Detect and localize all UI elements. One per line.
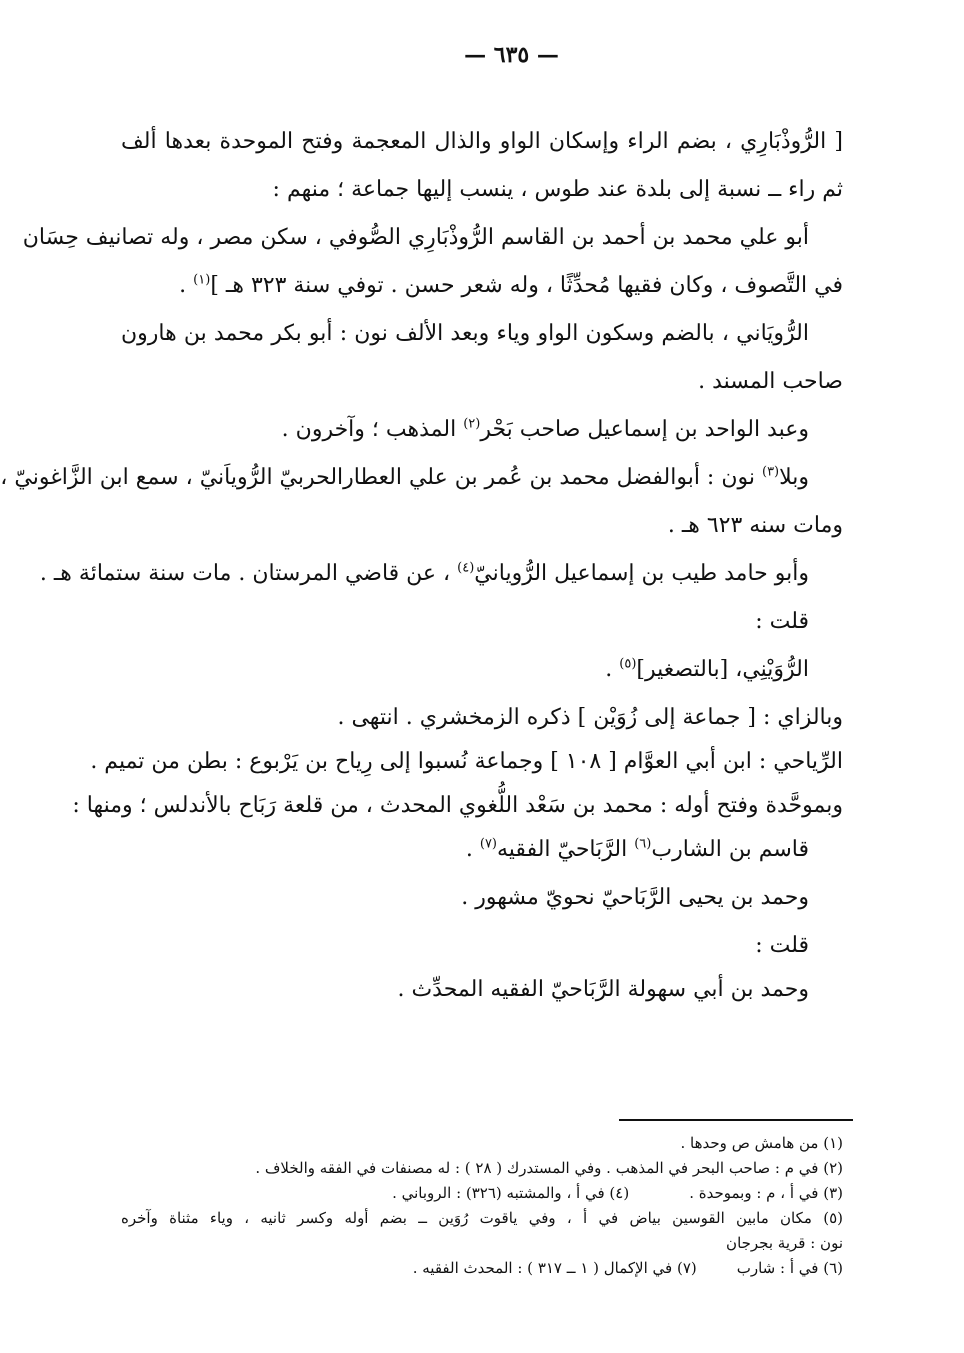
footnote: (٥) مكان مابين القوسين بياض في أ ، وفي ياقوت رُوَين ــ بضم أوله وكسر ثانيه ، وياء مثناة وآخره <box>121 1209 843 1227</box>
footnote: (٧) في الإكمال ( ١ ــ ٣١٧ ) : المحدث الفقيه . <box>412 1259 697 1277</box>
text-line: وبالزاي : [ جماعة إلى زُوَيْن ] ذكره الزمخشري . انتهى . <box>337 705 843 730</box>
footnote: (٦) في أ : شارب <box>736 1259 843 1277</box>
text-line: وعبد الواحد بن إسماعيل صاحب بَحْر$^{(٢)}$ المذهب ؛ وآخرون . <box>281 416 809 442</box>
footnote-row <box>121 1182 843 1207</box>
text-line: الرِّياحي : ابن أبي العوَّام [ ١٠٨ ] وجماعة نُسبوا إلى رِياح بن يَرْبوع : بطن من تميم . <box>90 749 843 774</box>
footnote: (٢) في م : صاحب البحر في المذهب . وفي المستدرك ( ٢٨ ) : له مصنفات في الفقه والخلاف . <box>255 1159 843 1177</box>
footnotes <box>121 1132 843 1282</box>
footnote-marker: (٥) <box>619 656 637 672</box>
footnote-marker: (٧) <box>479 836 497 852</box>
footnote-separator <box>619 1119 853 1121</box>
footnote-row <box>121 1257 843 1282</box>
footnote-marker: (١) <box>193 272 211 288</box>
text-line: ومات سنه ٦٢٣ هـ . <box>667 513 843 538</box>
footnote-marker: (٤) <box>457 560 475 576</box>
text-line: وأبو حامد طيب بن إسماعيل الرُّويانيّ$^{(٤)}$ ، عن قاضي المرستان . مات سنة ستمائة هـ . <box>39 560 809 586</box>
footnote: نون : قرية بجرجان <box>726 1234 843 1252</box>
footnote-marker: (٢) <box>463 416 481 432</box>
text-line: صاحب المسند . <box>698 369 843 394</box>
text-line: [ الرُّوذْبَارِي ، بضم الراء وإسكان الواو والذال المعجمة وفتح الموحدة بعدها ألف <box>121 129 843 154</box>
footnote-marker: (٣) <box>761 464 780 480</box>
footnote-marker: (٦) <box>634 836 652 852</box>
text-line: الرُّويَاني ، بالضم وسكون الواو وياء وبعد الألف نون : أبو بكر محمد بن هارون <box>121 321 809 346</box>
footnote: (٤) في أ ، والمشتبه (٣٢٦) : الروباني . <box>392 1184 630 1202</box>
text-line: قلت : <box>755 609 809 634</box>
text-line: في التَّصوف ، وكان فقيها مُحدِّثًا ، وله شعر حسن . توفي سنة ٣٢٣ هـ ]$^{(١)}$ . <box>179 272 843 298</box>
footnote: (٣) في أ ، م : وبموحدة . <box>689 1184 843 1202</box>
text-line: وبموحَّدة وفتح أوله : محمد بن سَعْد اللُّغوي المحدث ، من قلعة رَبَاح بالأندلس ؛ ومنها : <box>72 793 843 818</box>
footnote: (١) من هامش ص وحدها . <box>680 1134 843 1152</box>
main-text <box>0 128 843 1024</box>
text-line: وحمد بن أبي سهولة الرَّبَاحيّ الفقيه المحدِّث . <box>397 977 809 1002</box>
text-line: وحمد بن يحيى الرَّبَاحيّ نحويّ مشهور . <box>461 885 809 910</box>
text-line: قاسم بن الشارب$^{(٦)}$ الرَّبَاحيّ الفقيه$^{(٧)}$ . <box>465 836 809 862</box>
text-line: قلت : <box>755 933 809 958</box>
page-number: — ٦٣٥ — <box>464 42 559 68</box>
text-line: أبو علي محمد بن أحمد بن القاسم الرُّوذْبَارِي الصُّوفي ، سكن مصر ، وله تصانيف حِسَان <box>22 225 809 250</box>
text-line: الرُّوَيْنِي، [بالتصغير]$^{(٥)}$ . <box>605 656 809 682</box>
text-line: وبلا$^{(٣)}$ نون : أبوالفضل محمد بن عُمر بن علي العطارالحربيّ الرُّوياَنيّ ، سمع ابن الزَّاغونيّ ، <box>0 464 809 490</box>
text-line: ثم راء ــ نسبة إلى بلدة عند طوس ، ينسب إليها جماعة ؛ منهم : <box>272 177 843 202</box>
